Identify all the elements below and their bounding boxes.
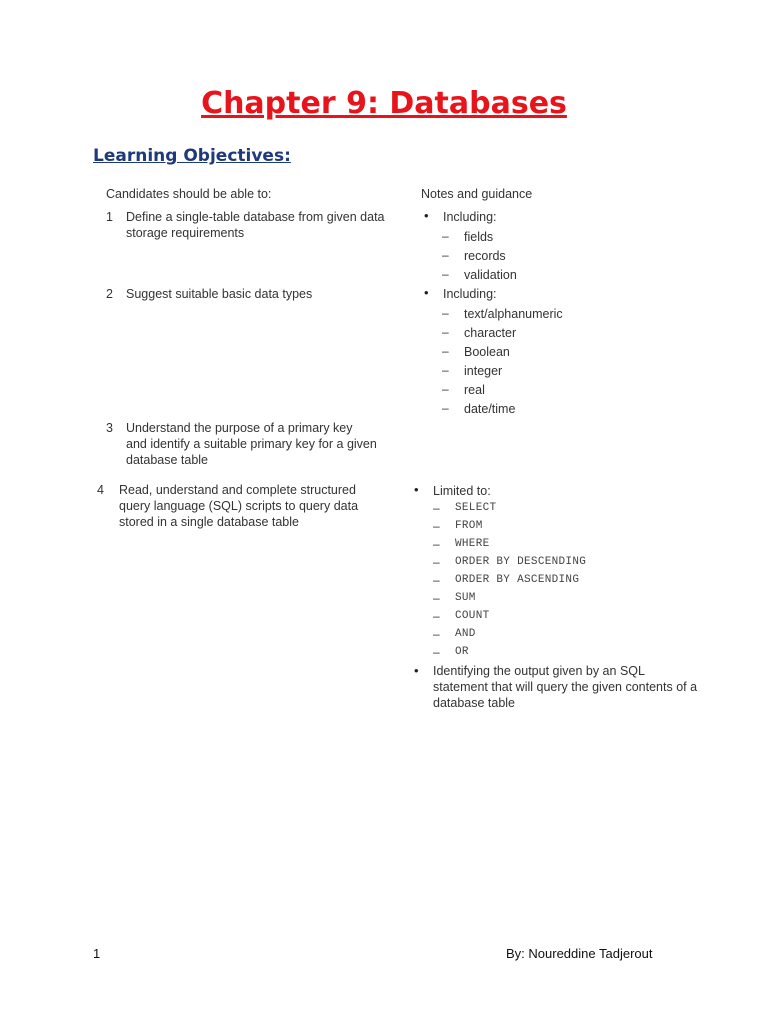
notes-2-bullet: Including: — [443, 287, 497, 301]
dash-icon: – — [442, 363, 449, 377]
sql-keyword: OR — [455, 646, 469, 658]
dash-icon: – — [442, 344, 449, 358]
sql-keyword: SELECT — [455, 502, 497, 514]
objective-4-number: 4 — [97, 483, 104, 497]
page-title: Chapter 9: Databases — [201, 86, 567, 121]
sql-keyword: SUM — [455, 592, 476, 604]
dash-icon: – — [442, 401, 449, 415]
sql-keyword: AND — [455, 628, 476, 640]
sql-keyword: FROM — [455, 520, 483, 532]
notes-1-item: records — [464, 249, 506, 263]
notes-1-item: fields — [464, 230, 494, 244]
objective-3-text: Understand the purpose of a primary key and identify a suitable primary key for a given database table — [126, 421, 377, 467]
objective-4-text: Read, understand and complete structured query language (SQL) scripts to query data stored in a single database table — [119, 483, 359, 529]
notes-1-item: validation — [464, 268, 517, 282]
objective-3-number: 3 — [106, 421, 113, 435]
right-column-header: Notes and guidance — [421, 187, 533, 201]
section-heading: Learning Objectives: — [93, 146, 291, 166]
left-column-header: Candidates should be able to: — [106, 187, 272, 201]
dash-icon: – — [433, 519, 440, 533]
objective-1-text: Define a single-table database from given data storage requirements — [126, 210, 385, 240]
notes-2-item: integer — [464, 364, 503, 378]
notes-1-bullet: Including: — [443, 210, 497, 224]
dash-icon: – — [433, 645, 440, 659]
sql-keyword: ORDER BY DESCENDING — [455, 556, 587, 568]
dash-icon: – — [433, 591, 440, 605]
objective-1-number: 1 — [106, 210, 113, 224]
dash-icon: – — [442, 248, 449, 262]
objective-2-number: 2 — [106, 287, 113, 301]
notes-2-item: Boolean — [464, 345, 510, 359]
dash-icon: – — [433, 537, 440, 551]
notes-4-bullet2: Identifying the output given by an SQL statement that will query the given contents of a database table — [433, 664, 698, 710]
bullet-icon: • — [414, 663, 419, 678]
dash-icon: – — [433, 573, 440, 587]
dash-icon: – — [433, 501, 440, 515]
footer-author: By: Noureddine Tadjerout — [506, 946, 653, 961]
bullet-icon: • — [424, 208, 429, 223]
dash-icon: – — [433, 627, 440, 641]
dash-icon: – — [442, 325, 449, 339]
bullet-icon: • — [414, 482, 419, 497]
notes-4-bullet: Limited to: — [433, 484, 491, 498]
dash-icon: – — [442, 382, 449, 396]
dash-icon: – — [433, 555, 440, 569]
notes-2-item: real — [464, 383, 485, 397]
sql-keyword: ORDER BY ASCENDING — [455, 574, 580, 586]
notes-2-item: date/time — [464, 402, 516, 416]
bullet-icon: • — [424, 285, 429, 300]
dash-icon: – — [442, 306, 449, 320]
notes-2-item: text/alphanumeric — [464, 307, 563, 321]
sql-keyword: WHERE — [455, 538, 490, 550]
dash-icon: – — [442, 267, 449, 281]
dash-icon: – — [442, 229, 449, 243]
sql-keyword: COUNT — [455, 610, 490, 622]
notes-2-item: character — [464, 326, 517, 340]
objective-2-text: Suggest suitable basic data types — [126, 287, 313, 301]
page-number: 1 — [93, 946, 101, 961]
dash-icon: – — [433, 609, 440, 623]
